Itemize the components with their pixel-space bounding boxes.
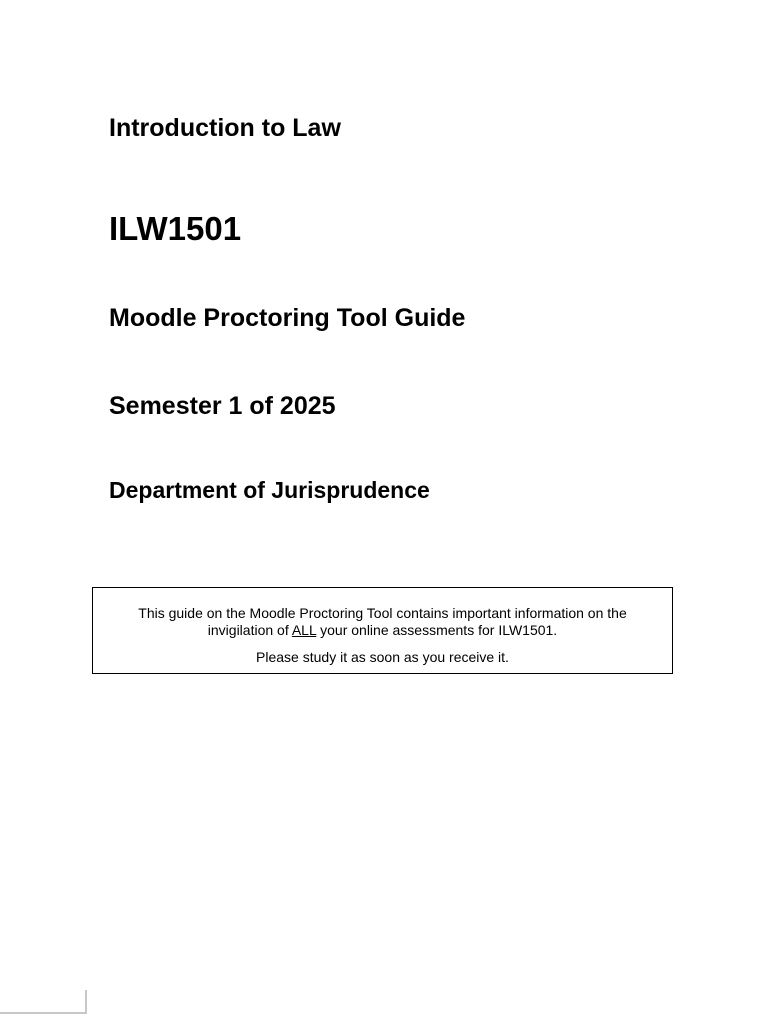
notice-emphasis: ALL xyxy=(291,622,317,638)
guide-title: Moodle Proctoring Tool Guide xyxy=(109,304,466,332)
important-notice-box xyxy=(92,587,673,674)
notice-paragraph xyxy=(123,605,642,639)
semester-label: Semester 1 of 2025 xyxy=(109,392,336,420)
page-corner-mark xyxy=(0,990,87,1014)
department-name: Department of Jurisprudence xyxy=(109,477,430,503)
notice-text-before: This guide on the Moodle Proctoring Tool contains important information on the invigilation of xyxy=(138,605,627,638)
notice-text-after: your online assessments for ILW1501. xyxy=(316,622,558,638)
notice-study-instruction: Please study it as soon as you receive it. xyxy=(256,649,509,665)
course-title: Introduction to Law xyxy=(109,114,341,142)
course-code: ILW1501 xyxy=(109,210,242,247)
